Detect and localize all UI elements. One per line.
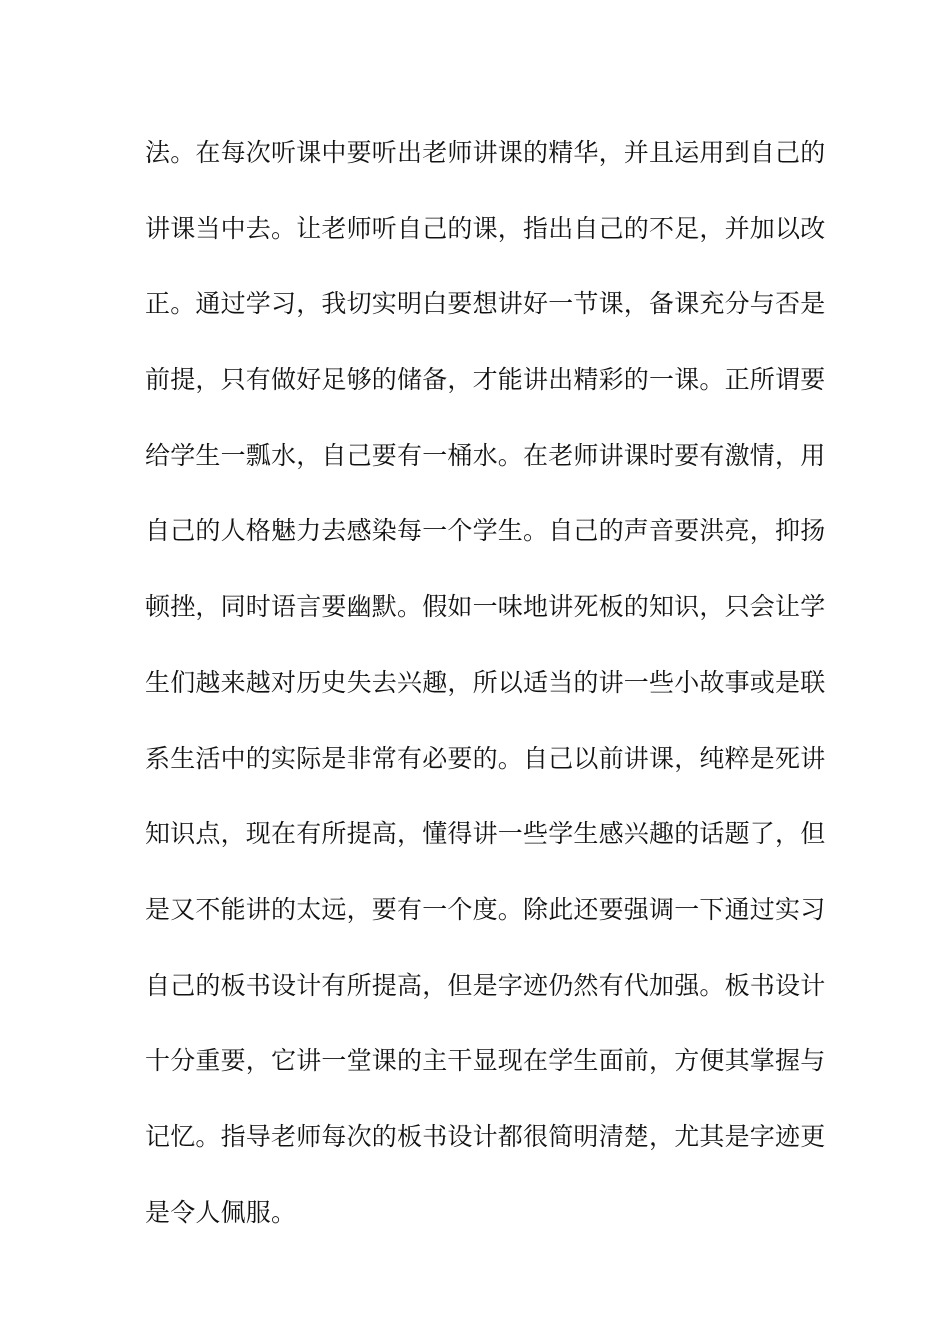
text-line: 自己的人格魅力去感染每一个学生。自己的声音要洪亮，抑扬 xyxy=(145,516,826,546)
text-line: 生们越来越对历史失去兴趣，所以适当的讲一些小故事或是联 xyxy=(145,667,826,697)
text-line: 系生活中的实际是非常有必要的。自己以前讲课，纯粹是死讲 xyxy=(145,743,826,773)
text-line: 十分重要，它讲一堂课的主干显现在学生面前，方便其掌握与 xyxy=(145,1046,826,1076)
text-line: 记忆。指导老师每次的板书设计都很简明清楚，尤其是字迹更 xyxy=(145,1121,826,1151)
text-line: 是又不能讲的太远，要有一个度。除此还要强调一下通过实习 xyxy=(145,894,826,924)
text-line: 法。在每次听课中要听出老师讲课的精华，并且运用到自己的 xyxy=(145,138,826,167)
text-line: 顿挫，同时语言要幽默。假如一味地讲死板的知识，只会让学 xyxy=(145,592,826,622)
body-paragraph xyxy=(145,130,826,1265)
text-line: 讲课当中去。让老师听自己的课，指出自己的不足，并加以改 xyxy=(145,213,826,243)
text-line: 知识点，现在有所提高，懂得讲一些学生感兴趣的话题了，但 xyxy=(145,819,826,849)
text-line: 正。通过学习，我切实明白要想讲好一节课，备课充分与否是 xyxy=(145,289,826,319)
text-line: 是令人佩服。 xyxy=(145,1197,297,1227)
text-line: 给学生一瓢水，自己要有一桶水。在老师讲课时要有激情，用 xyxy=(145,440,826,470)
text-line: 前提，只有做好足够的储备，才能讲出精彩的一课。正所谓要 xyxy=(145,365,826,395)
text-line: 自己的板书设计有所提高，但是字迹仍然有代加强。板书设计 xyxy=(145,970,826,1000)
